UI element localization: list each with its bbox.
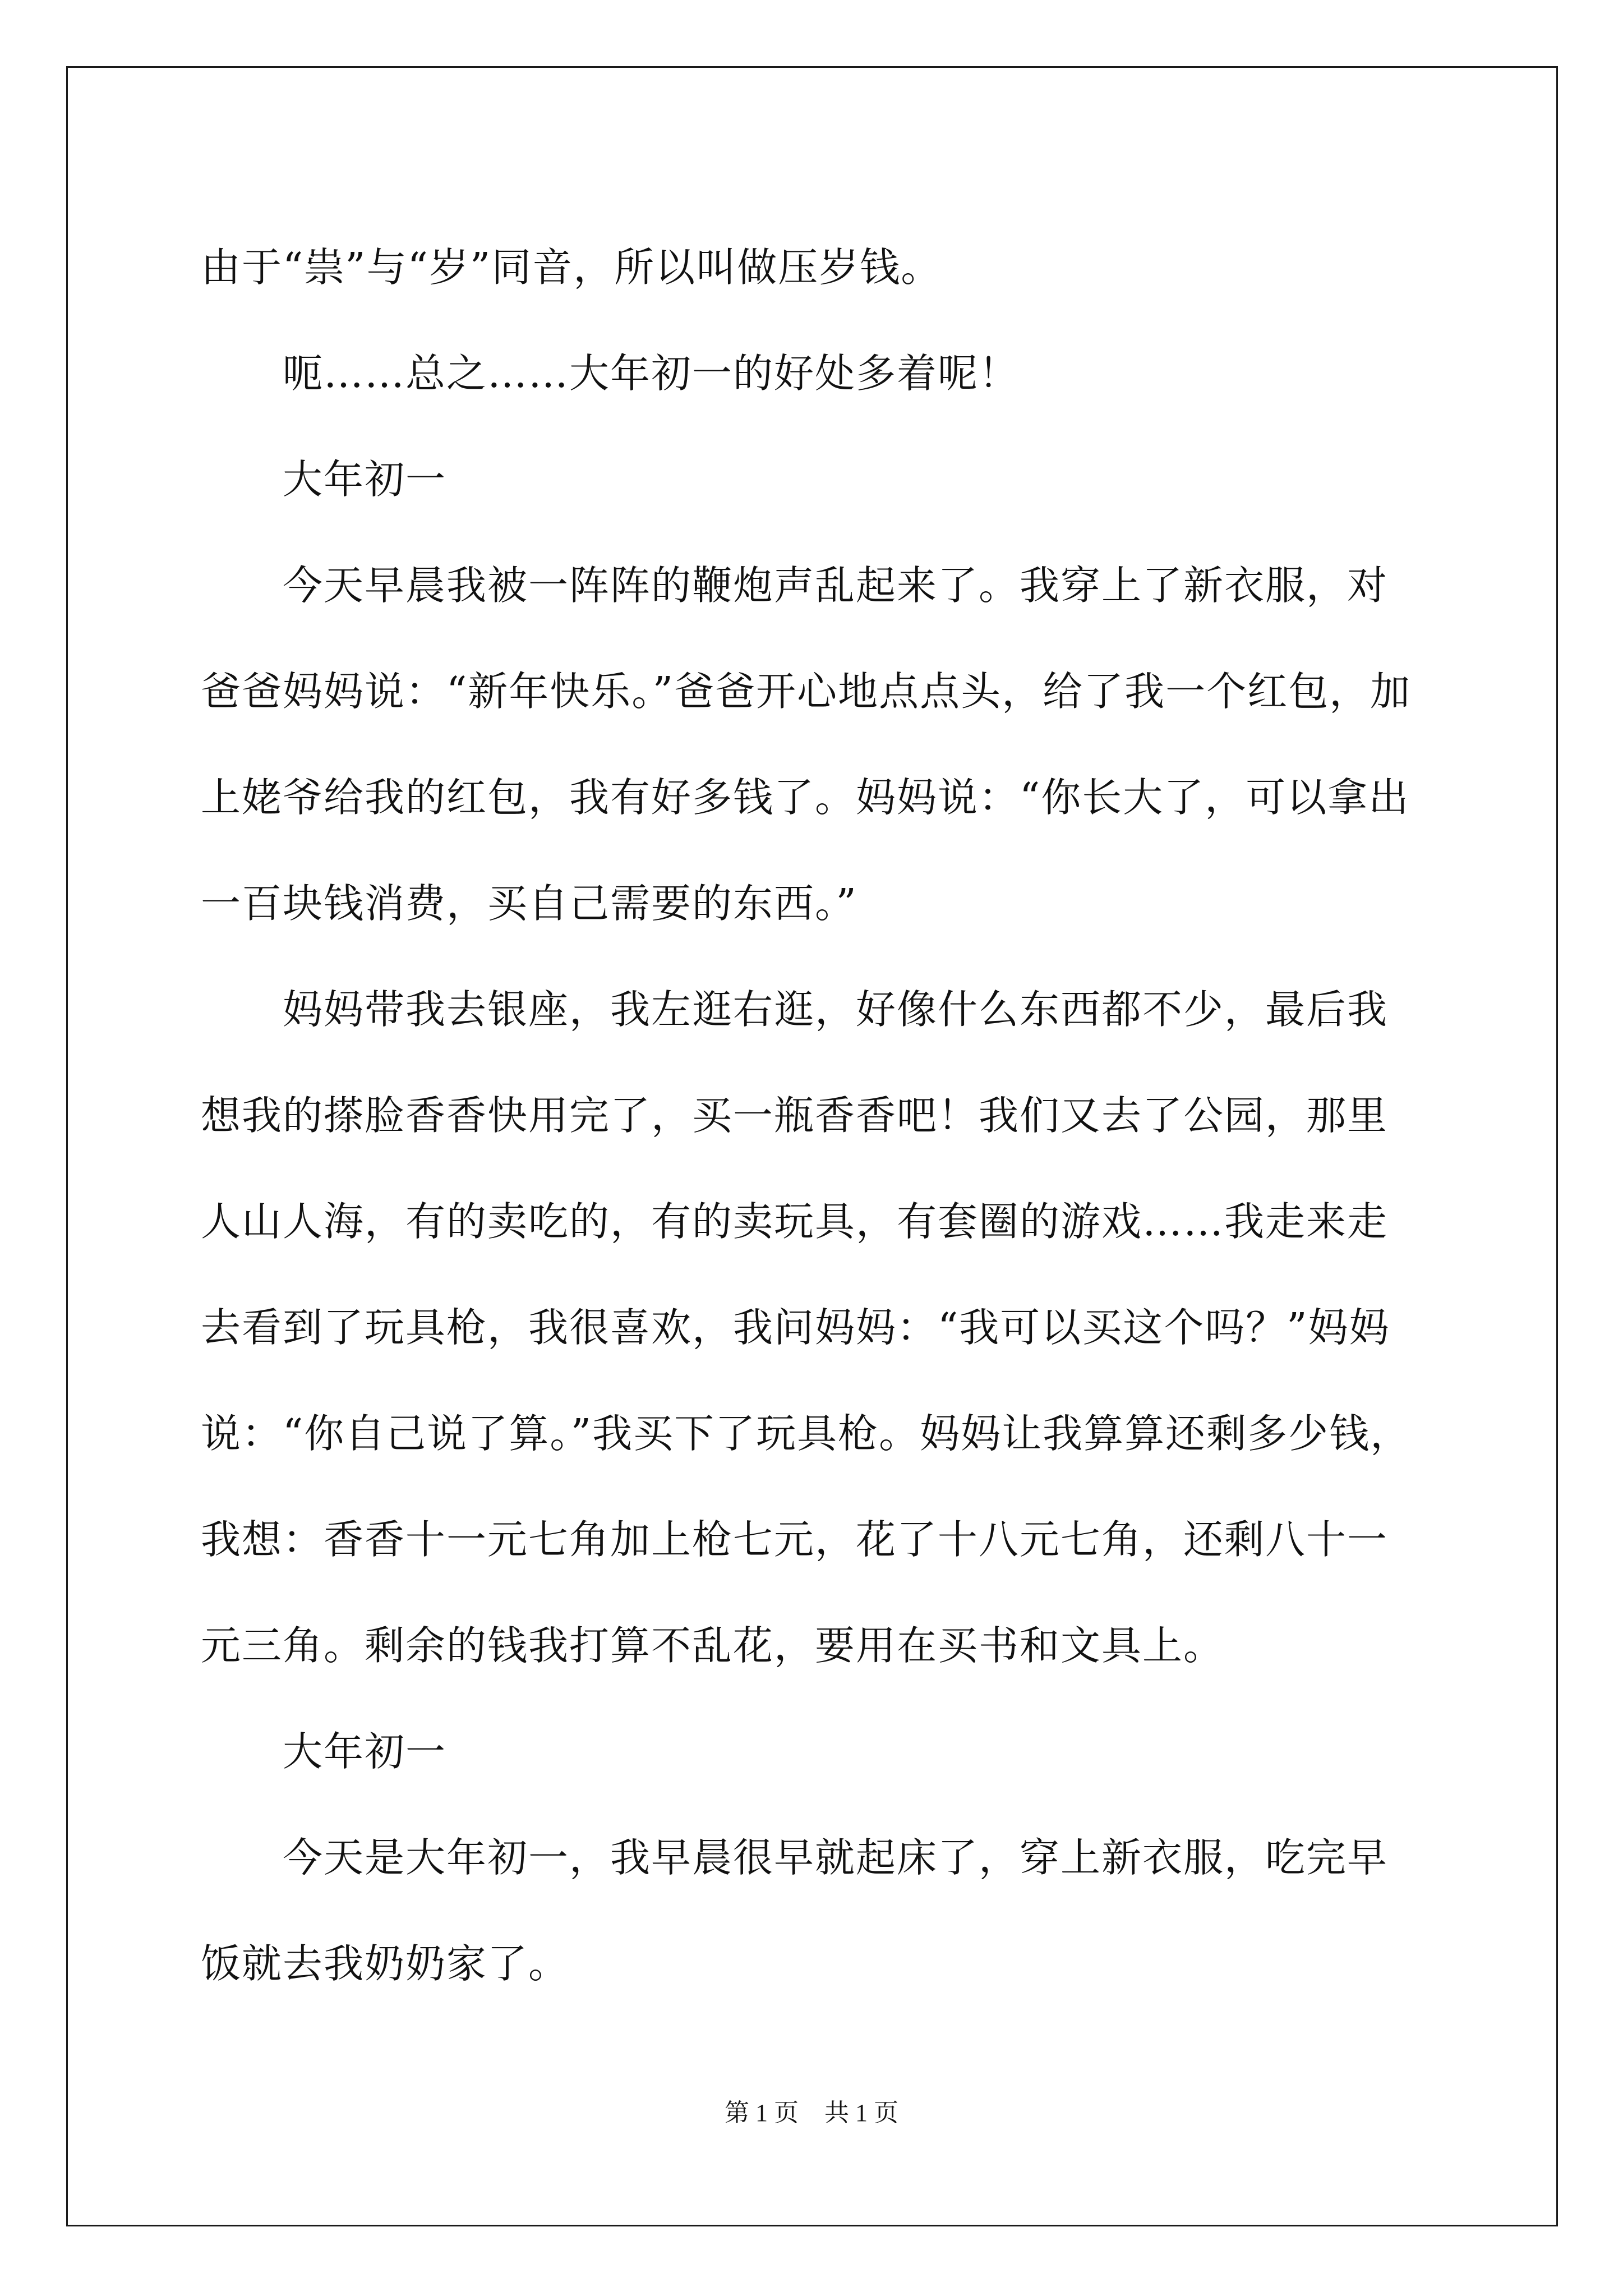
paragraph-1: 由于“祟”与“岁”同音，所以叫做压岁钱。 [201, 244, 942, 291]
section-heading-1: 大年初一 [283, 456, 447, 503]
paragraph-3: 今天早晨我被一阵阵的鞭炮声乱起来了。我穿上了新衣服，对爸爸妈妈说：“新年快乐。”爸爸开心地点点头，给了我一个红包，加上姥爷给我的红包，我有好多钱了。妈妈说：“你长大了，可以拿出一百块钱消费，买自己需要的东西。” [201, 562, 1412, 927]
paragraph-5: 今天是大年初一，我早晨很早就起床了，穿上新衣服，吃完早饭就去我奶奶家了。 [201, 1834, 1389, 1987]
document-body [201, 214, 1427, 2017]
page-total: 共 1 页 [824, 2099, 898, 2127]
paragraph-4: 妈妈带我去银座，我左逛右逛，好像什么东西都不少，最后我想我的搽脸香香快用完了，买一瓶香香吧！我们又去了公园，那里人山人海，有的卖吃的，有的卖玩具，有套圈的游戏……我走来走去看到了玩具枪，我很喜欢，我问妈妈：“我可以买这个吗？”妈妈说：“你自己说了算。”我买下了玩具枪。妈妈让我算算还剩多少钱，我想：香香十一元七角加上枪七元，花了十八元七角，还剩八十一元三角。剩余的钱我打算不乱花，要用在买书和文具上。 [201, 986, 1412, 1669]
page-footer [0, 2092, 1623, 2128]
section-heading-2: 大年初一 [283, 1728, 447, 1775]
paragraph-2: 呃……总之……大年初一的好处多着呢！ [283, 350, 1020, 397]
page-number: 第 1 页 [725, 2099, 799, 2127]
